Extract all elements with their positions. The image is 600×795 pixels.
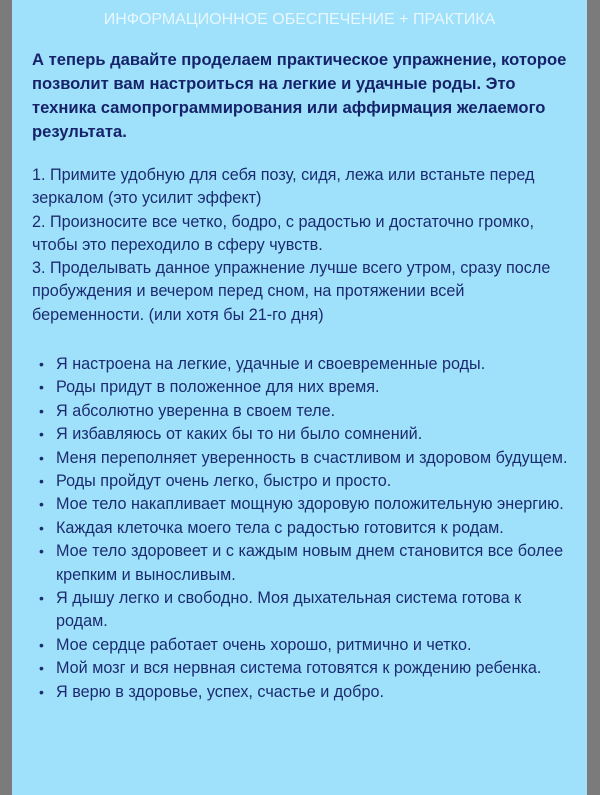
step-1: 1. Примите удобную для себя позу, сидя, лежа или встаньте перед зеркалом (это усилит эффект) bbox=[32, 166, 535, 208]
list-item bbox=[39, 493, 576, 516]
affirmation-text: Я дышу легко и свободно. Моя дыхательная система готова к родам. bbox=[56, 589, 522, 631]
bullet-icon: • bbox=[39, 402, 44, 419]
cut-off-text-fragment bbox=[12, 789, 587, 795]
list-item bbox=[39, 657, 576, 680]
list-item bbox=[39, 540, 576, 587]
list-item bbox=[39, 353, 576, 376]
affirmation-text: Я абсолютно уверенна в своем теле. bbox=[56, 401, 336, 420]
affirmation-text: Мой мозг и вся нервная система готовятся к рождению ребенка. bbox=[56, 659, 542, 678]
affirmation-text: Меня переполняет уверенность в счастливом и здоровом будущем. bbox=[56, 448, 568, 467]
bullet-icon: • bbox=[39, 356, 44, 372]
bullet-icon: • bbox=[39, 590, 44, 607]
list-item bbox=[39, 447, 576, 470]
intro-paragraph: А теперь давайте проделаем практическое упражнение, которое позволит вам настроиться на легкие и удачные роды. Это техника самопрограммирования или аффирмация желаемого результата. bbox=[32, 50, 567, 141]
bullet-icon: • bbox=[39, 473, 44, 490]
affirmation-text: Я избавляюсь от каких бы то ни было сомнений. bbox=[56, 425, 423, 444]
list-item bbox=[39, 423, 576, 446]
bullet-icon: • bbox=[39, 543, 44, 560]
list-item bbox=[39, 634, 576, 657]
step-3: 3. Проделывать данное упражнение лучше всего утром, сразу после пробуждения и вечером перед сном, на протяжении всей беременности. (или хотя бы 21-го дня) bbox=[32, 259, 551, 324]
content-panel bbox=[12, 0, 587, 795]
affirmation-text: Мое тело накапливает мощную здоровую положительную энергию. bbox=[56, 495, 564, 514]
affirmations-list bbox=[39, 353, 576, 704]
bullet-icon: • bbox=[39, 636, 44, 653]
affirmation-text: Мое тело здоровеет и с каждым новым днем становится все более крепким и выносливым. bbox=[56, 542, 564, 584]
affirmation-text: Роды придут в положенное для них время. bbox=[56, 378, 380, 397]
bullet-icon: • bbox=[39, 379, 44, 396]
list-item bbox=[39, 400, 576, 423]
list-item bbox=[39, 376, 576, 399]
affirmation-text: Я настроена на легкие, удачные и своевременные роды. bbox=[56, 355, 486, 373]
section-header: ИНФОРМАЦИОННОЕ ОБЕСПЕЧЕНИЕ + ПРАКТИКА bbox=[103, 11, 496, 28]
step-2: 2. Произносите все четко, бодро, с радостью и достаточно громко, чтобы это переходило в сферу чувств. bbox=[32, 212, 535, 254]
instruction-steps bbox=[32, 164, 577, 327]
bullet-icon: • bbox=[39, 496, 44, 513]
list-item bbox=[39, 681, 576, 704]
affirmation-text: Каждая клеточка моего тела с радостью готовится к родам. bbox=[56, 518, 504, 537]
bullet-icon: • bbox=[39, 449, 44, 466]
list-item bbox=[39, 587, 576, 634]
affirmation-text: Роды пройдут очень легко, быстро и просто. bbox=[56, 472, 392, 491]
affirmation-text: Мое сердце работает очень хорошо, ритмично и четко. bbox=[56, 635, 472, 654]
list-item bbox=[39, 517, 576, 540]
list-item bbox=[39, 470, 576, 493]
bullet-icon: • bbox=[39, 426, 44, 443]
affirmation-text: Я верю в здоровье, успех, счастье и добро. bbox=[56, 682, 384, 701]
bullet-icon: • bbox=[39, 660, 44, 677]
bullet-icon: • bbox=[39, 683, 44, 700]
bullet-icon: • bbox=[39, 519, 44, 536]
